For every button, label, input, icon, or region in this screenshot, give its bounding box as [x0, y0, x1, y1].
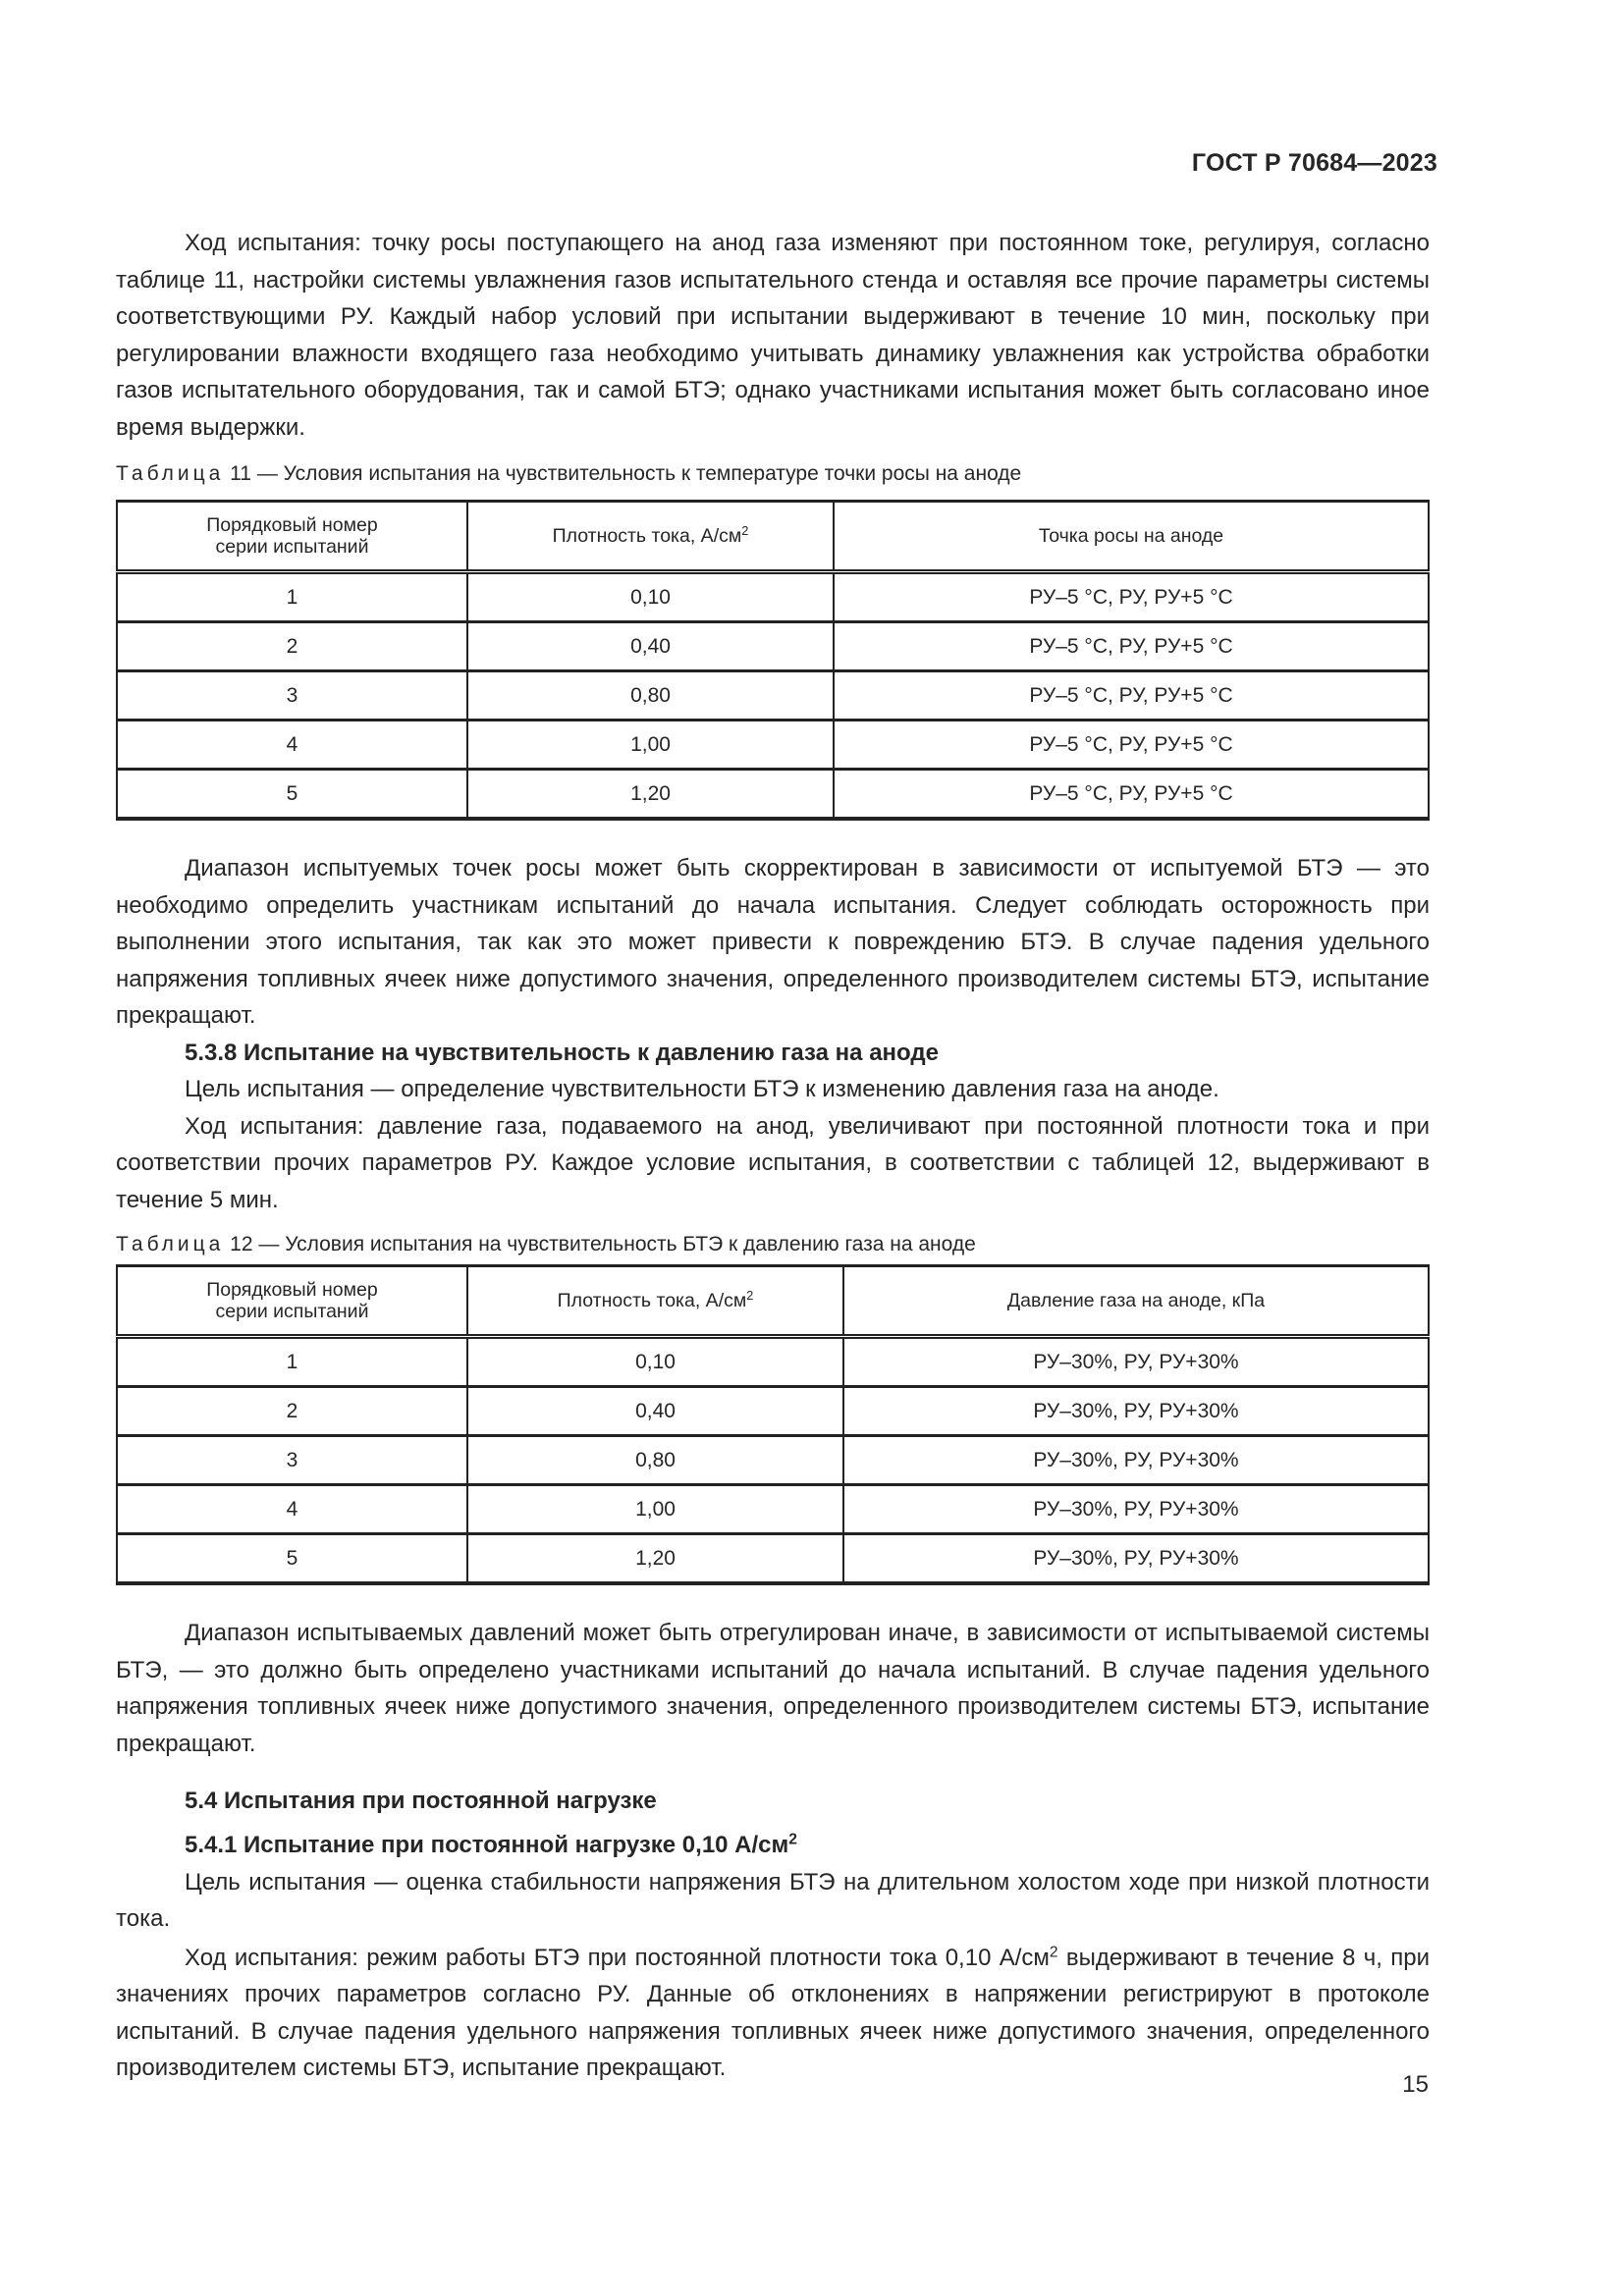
table-11-series-number-cell: 5 — [117, 770, 467, 820]
table-11-caption-text: 11 — Условия испытания на чувствительность к температуре точки росы на аноде — [224, 462, 1022, 485]
table-12-condition-cell: РУ–30%, РУ, РУ+30% — [843, 1387, 1429, 1436]
section-5-3-8-heading: 5.3.8 Испытание на чувствительность к давлению газа на аноде — [185, 1039, 939, 1066]
table-11-condition-cell: РУ–5 °С, РУ, РУ+5 °С — [834, 671, 1429, 721]
table-11 — [116, 500, 1430, 821]
table-11-condition-cell: РУ–5 °С, РУ, РУ+5 °С — [834, 770, 1429, 820]
document-code: ГОСТ Р 70684—2023 — [1191, 149, 1437, 177]
table-12-condition-cell: РУ–30%, РУ, РУ+30% — [843, 1337, 1429, 1387]
table-12-header-series: Порядковый номер серии испытаний — [117, 1266, 467, 1337]
superscript: 2 — [741, 524, 749, 539]
section-5-4-1-heading: 5.4.1 Испытание при постоянной нагрузке 0,10 $А/см^2$ — [185, 1831, 797, 1858]
table-12-header-gas-pressure: Давление газа на аноде, кПа — [843, 1266, 1429, 1337]
table-12-header-row — [117, 1266, 1429, 1337]
table-11-wrapper — [116, 500, 1430, 821]
superscript: 2 — [746, 1289, 754, 1304]
section-5-4-1-procedure: Ход испытания: режим работы БТЭ при постоянной плотности тока 0,10 $А/см^2$ выдерживают в течение 8 ч, при значениях прочих параметров согласно РУ. Данные об отклонениях в напряжении регистрируют в протоколе испытаний. В случае падения удельного напряжения топливных ячеек ниже допустимого значения, определенного производителем системы БТЭ, испытание прекращают. — [116, 1943, 1430, 2081]
table-12 — [116, 1264, 1430, 1585]
table-12-series-number-cell: 4 — [117, 1485, 467, 1534]
table-12-current-density-cell: 1,00 — [467, 1485, 843, 1534]
section-5-4-block — [116, 1783, 1430, 1820]
table-11-current-density-cell: 0,40 — [467, 622, 834, 671]
table-12-condition-cell: РУ–30%, РУ, РУ+30% — [843, 1485, 1429, 1534]
table-12-header-current-density: Плотность тока, $А/см^2$ — [467, 1266, 843, 1337]
intro-paragraph-block — [116, 225, 1430, 446]
table-12-row — [117, 1436, 1429, 1485]
dew-range-paragraph-block — [116, 850, 1430, 1218]
superscript: 2 — [788, 1831, 797, 1848]
table-12-row — [117, 1387, 1429, 1436]
table-11-series-number-cell: 3 — [117, 671, 467, 721]
table-11-condition-cell: РУ–5 °С, РУ, РУ+5 °С — [834, 572, 1429, 622]
table-11-header-dew-point: Точка росы на аноде — [834, 502, 1429, 572]
section-5-3-8-goal: Цель испытания — определение чувствительности БТЭ к изменению давления газа на аноде. — [185, 1076, 1219, 1102]
section-5-4-1-goal: Цель испытания — оценка стабильности напряжения БТЭ на длительном холостом ходе при низкой плотности тока. — [116, 1868, 1430, 1932]
table-12-current-density-cell: 0,80 — [467, 1436, 843, 1485]
table-12-series-number-cell: 1 — [117, 1337, 467, 1387]
table-12-condition-cell: РУ–30%, РУ, РУ+30% — [843, 1436, 1429, 1485]
table-11-header-row — [117, 502, 1429, 572]
table-11-row — [117, 622, 1429, 671]
intro-paragraph: Ход испытания: точку росы поступающего на анод газа изменяют при постоянном токе, регулируя, согласно таблице 11, настройки системы увлажнения газов испытательного стенда и оставляя все прочие параметры системы соответствующими РУ. Каждый набор условий при испытании выдерживают в течение 10 мин, поскольку при регулировании влажности входящего газа необходимо учитывать динамику увлажнения как устройства обработки газов испытательного оборудования, так и самой БТЭ; однако участниками испытания может быть согласовано иное время выдержки. — [116, 230, 1430, 441]
table-12-row — [117, 1485, 1429, 1534]
table-11-current-density-cell: 1,00 — [467, 721, 834, 770]
page-number: 15 — [1402, 2071, 1429, 2098]
table-11-current-density-cell: 0,10 — [467, 572, 834, 622]
table-11-condition-cell: РУ–5 °С, РУ, РУ+5 °С — [834, 622, 1429, 671]
section-5-4-heading: 5.4 Испытания при постоянной нагрузке — [185, 1788, 657, 1814]
section-5-3-8-procedure: Ход испытания: давление газа, подаваемого на анод, увеличивают при постоянной плотности тока и при соответствии прочих параметров РУ. Каждое условие испытания, в соответствии с таблицей 12, выдерживают в течение 5 мин. — [116, 1112, 1430, 1213]
table-12-current-density-cell: 0,10 — [467, 1337, 843, 1387]
table-12-row — [117, 1337, 1429, 1387]
table-12-current-density-cell: 1,20 — [467, 1534, 843, 1584]
table-12-series-number-cell: 5 — [117, 1534, 467, 1584]
table-11-caption-prefix: Таблица — [116, 462, 225, 485]
table-11-caption — [116, 460, 1430, 488]
table-12-caption-text: 12 — Условия испытания на чувствительность БТЭ к давлению газа на аноде — [224, 1233, 976, 1255]
table-11-row — [117, 721, 1429, 770]
pressure-range-paragraph-block — [116, 1615, 1430, 1762]
table-12-row — [117, 1534, 1429, 1584]
table-11-series-number-cell: 2 — [117, 622, 467, 671]
table-12-caption-prefix: Таблица — [116, 1233, 225, 1255]
table-11-header-series: Порядковый номер серии испытаний — [117, 502, 467, 572]
table-11-condition-cell: РУ–5 °С, РУ, РУ+5 °С — [834, 721, 1429, 770]
table-11-series-number-cell: 1 — [117, 572, 467, 622]
table-11-current-density-cell: 1,20 — [467, 770, 834, 820]
table-12-condition-cell: РУ–30%, РУ, РУ+30% — [843, 1534, 1429, 1584]
table-12-wrapper — [116, 1264, 1430, 1585]
superscript: 2 — [1049, 1943, 1058, 1960]
section-5-4-1-block — [116, 1827, 1430, 2087]
table-11-row — [117, 572, 1429, 622]
table-11-row — [117, 671, 1429, 721]
table-12-caption — [116, 1231, 1430, 1258]
table-11-row — [117, 770, 1429, 820]
table-11-header-current-density: Плотность тока, $А/см^2$ — [467, 502, 834, 572]
table-12-current-density-cell: 0,40 — [467, 1387, 843, 1436]
table-12-series-number-cell: 2 — [117, 1387, 467, 1436]
pressure-range-paragraph: Диапазон испытываемых давлений может быть отрегулирован иначе, в зависимости от испытываемой системы БТЭ, — это должно быть определено участниками испытаний до начала испытаний. В случае падения удельного напряжения топливных ячеек ниже допустимого значения, определенного производителем системы БТЭ, испытание прекращают. — [116, 1620, 1430, 1757]
table-11-series-number-cell: 4 — [117, 721, 467, 770]
dew-range-paragraph: Диапазон испытуемых точек росы может быть скорректирован в зависимости от испытуемой БТЭ — это необходимо определить участникам испытаний до начала испытания. Следует соблюдать осторожность при выполнении этого испытания, так как это может привести к повреждению БТЭ. В случае падения удельного напряжения топливных ячеек ниже допустимого значения, определенного производителем системы БТЭ, испытание прекращают. — [116, 855, 1430, 1029]
table-12-series-number-cell: 3 — [117, 1436, 467, 1485]
table-11-current-density-cell: 0,80 — [467, 671, 834, 721]
